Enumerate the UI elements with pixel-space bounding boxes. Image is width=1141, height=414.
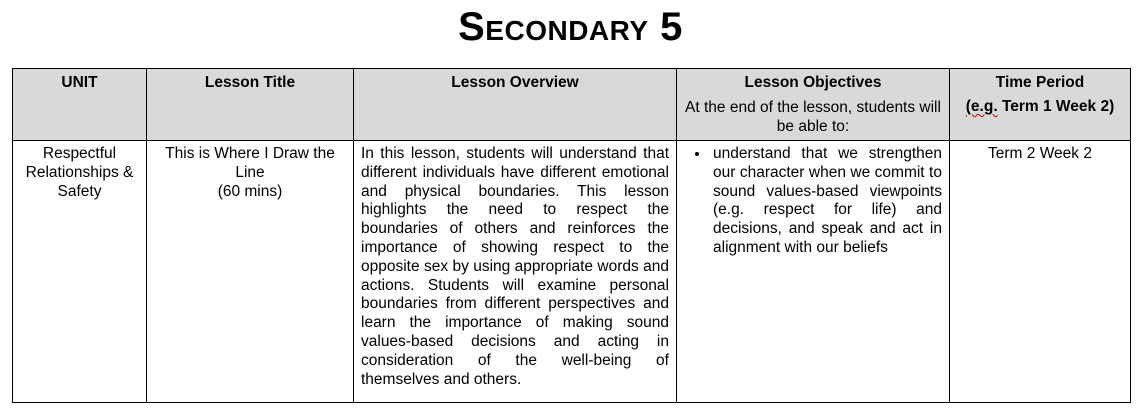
page-title: Secondary 5	[458, 5, 683, 49]
cell-lesson-title	[147, 141, 354, 403]
objectives-list	[684, 145, 942, 258]
header-time-period-example-rest: Term 1 Week 2)	[997, 97, 1115, 115]
list-item: • understand that we strengthen our character when we commit to sound values-based viewpoints (e.g. respect for life) and decisions, and speak and act in alignment with our beliefs	[710, 145, 942, 258]
header-lesson-objectives	[677, 69, 950, 141]
header-lesson-objectives-label: Lesson Objectives	[744, 74, 882, 91]
lesson-duration: (60 mins)	[217, 182, 283, 200]
header-unit: UNIT	[13, 69, 147, 141]
header-lesson-title: Lesson Title	[147, 69, 354, 141]
lesson-title-text: This is Where I Draw the Line	[165, 145, 335, 181]
header-time-period-label: Time Period	[995, 74, 1085, 91]
cell-unit: Respectful Relationships & Safety	[13, 141, 147, 403]
header-time-period-example	[957, 98, 1123, 117]
header-time-period	[950, 69, 1131, 141]
table-header-row	[13, 69, 1131, 141]
lesson-table	[12, 68, 1131, 403]
cell-time-period: Term 2 Week 2	[950, 141, 1131, 403]
cell-lesson-overview: In this lesson, students will understand that different individuals have different emotional and physical boundaries. This lesson highlights the need to respect the boundaries of others and reinforces the importance of showing respect to the opposite sex by using appropriate words and actions. Students will examine personal boundaries from different perspectives and learn the importance of making sound values-based decisions and acting in consideration of the well-being of themselves and others.	[354, 141, 677, 403]
cell-lesson-objectives	[677, 141, 950, 403]
header-lesson-overview: Lesson Overview	[354, 69, 677, 141]
table-row	[13, 141, 1131, 403]
header-lesson-objectives-subtitle: At the end of the lesson, students will be able to:	[685, 98, 941, 135]
spellcheck-underlined-text: (e.g.	[965, 97, 998, 115]
